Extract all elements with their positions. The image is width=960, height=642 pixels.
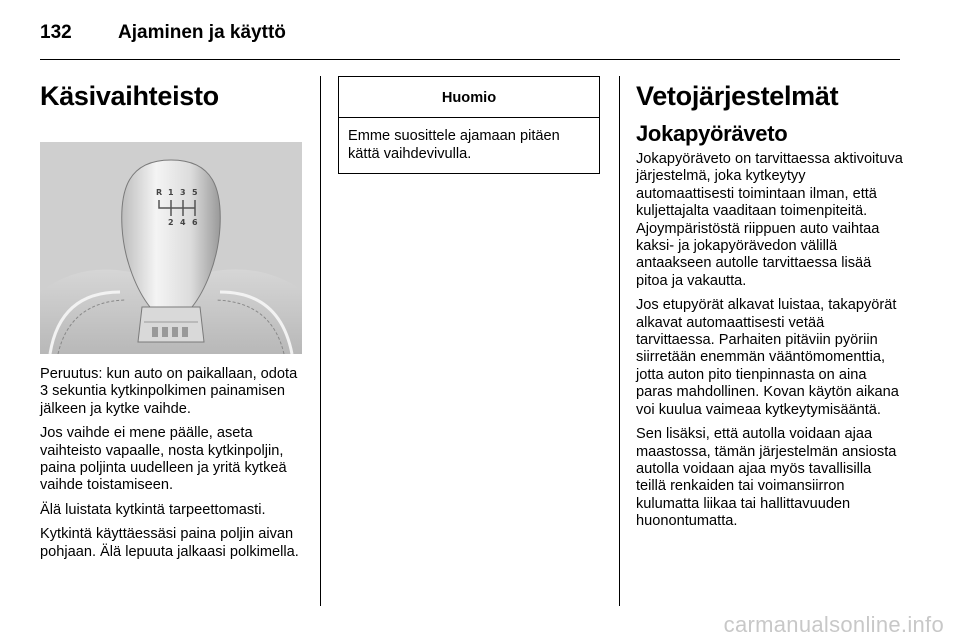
paragraph: Jos etupyörät alkavat luistaa, takapyörät alkavat automaattisesti vetää tarvittaessa. Parhaiten pitäviin pyöriin siirretään enemmän vääntömomenttia, jotta auton pito tienpinnasta on aina paras mahdollinen. Kovan käytön aikana voi kuulua vaimeaa kytkeytymisääntä. [636, 297, 899, 418]
svg-text:4: 4 [180, 218, 186, 227]
notice-title: Huomio [339, 77, 599, 118]
section-heading-manual-gearbox: Käsivaihteisto [40, 81, 219, 111]
chapter-title: Ajaminen ja käyttö [118, 22, 286, 43]
page-header [40, 14, 900, 50]
watermark: carmanualsonline.info [723, 612, 944, 637]
notice-box [338, 76, 600, 174]
svg-text:R: R [156, 188, 163, 197]
svg-text:5: 5 [192, 188, 198, 197]
paragraph: Peruutus: kun auto on paikallaan, odota 3 sekuntia kytkinpolkimen painamisen jälkeen ja kytke vaihde. [40, 366, 298, 417]
paragraph: Sen lisäksi, että autolla voidaan ajaa maastossa, tämän järjestelmän ansiosta autolla voidaan ajaa myös tavallisilla teillä renkaiden tai voimansiirron kulumatta liikaa tai hallittavuuden huonontumatta. [636, 426, 897, 530]
svg-text:3: 3 [180, 188, 186, 197]
paragraph: Jos vaihde ei mene päälle, aseta vaihteisto vapaalle, nosta kytkinpoljin, paina poljinta uudelleen ja yritä kytkeä vaihde toistamiseen. [40, 425, 287, 494]
svg-text:2: 2 [168, 218, 174, 227]
right-column [636, 74, 904, 538]
svg-text:1: 1 [168, 188, 174, 197]
paragraph: Älä luistata kytkintä tarpeettomasti. [40, 501, 266, 518]
paragraph: Jokapyöräveto on tarvittaessa aktivoituva järjestelmä, joka kytkeytyy automaattisesti toimintaan ilman, että kuljettajalta vaaditaan toimenpiteitä. Ajoympäristöstä riippuen auto vaihtaa kaksi- ja jokapyörävedon välillä antaakseen autolle tarvittaessa lisää pitoa ja vakautta. [636, 151, 903, 289]
paragraph: Kytkintä käyttäessäsi paina poljin aivan pohjaan. Älä lepuuta jalkaasi polkimella. [40, 526, 299, 560]
left-column [40, 74, 305, 568]
column-divider-2 [619, 76, 620, 606]
subheading-all-wheel-drive: Jokapyöräveto [636, 121, 788, 146]
notice-text: Emme suosittele ajamaan pitäen kättä vaihdevivulla. [348, 128, 560, 162]
middle-column [338, 74, 600, 174]
header-rule [40, 59, 900, 60]
column-divider-1 [320, 76, 321, 606]
section-heading-drive-systems: Vetojärjestelmät [636, 81, 839, 111]
gear-shift-knob-icon [40, 142, 302, 354]
svg-text:6: 6 [192, 218, 198, 227]
page-number: 132 [40, 22, 72, 43]
